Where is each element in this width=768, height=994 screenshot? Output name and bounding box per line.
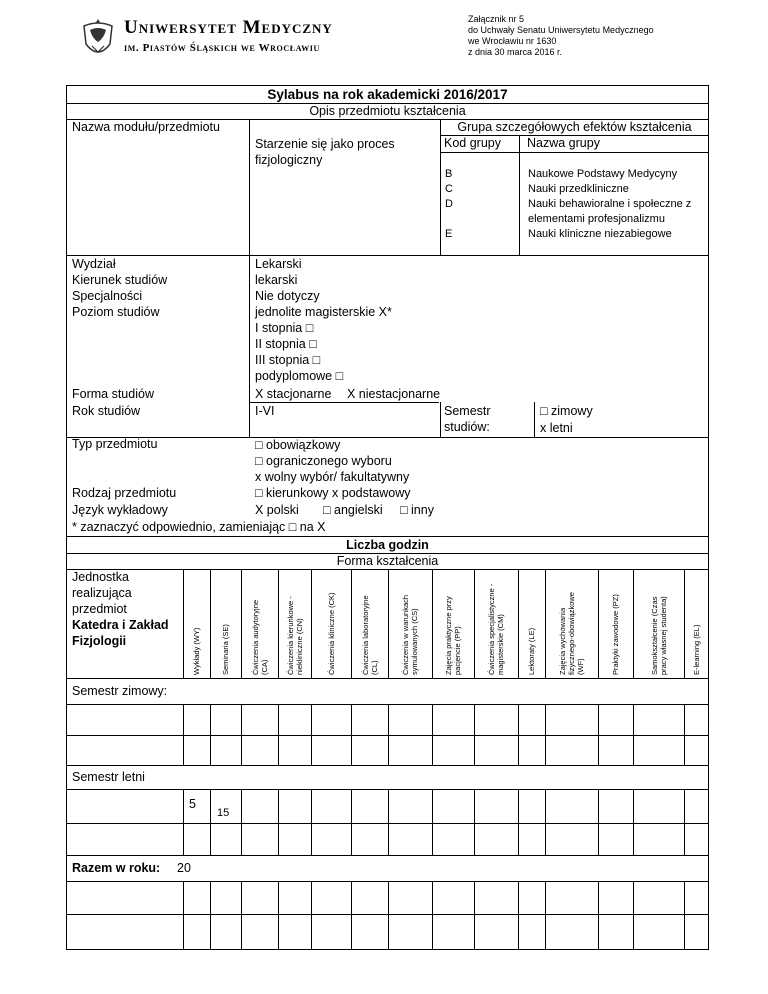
form-column-header: Ćwiczenia laboratoryjne [360, 595, 370, 675]
form-column-header: Lektoraty (LE) [527, 627, 536, 675]
grid-line [432, 881, 433, 949]
grid-line [684, 789, 685, 855]
name-header: Nazwa grupy [527, 136, 600, 150]
grid-line [351, 569, 352, 678]
form-column-header: Ćwiczenia audytoryjne [250, 599, 260, 675]
hours-title: Liczba godzin [346, 538, 429, 552]
group-name: Naukowe Podstawy Medycyny [528, 168, 678, 180]
rok-value: I-VI [255, 404, 275, 418]
typ-option: □ ograniczonego wyboru [255, 454, 392, 468]
poziom-option: III stopnia □ [255, 353, 321, 367]
grid-line [210, 789, 211, 855]
form-column-header: Ćwiczenia specjalistyczne - [487, 583, 496, 675]
module-value-cont: fizjologiczny [255, 153, 323, 167]
jezyk-label: Język wykładowy [72, 503, 168, 517]
form-column-header: pacjencie (PP) [453, 626, 462, 675]
jezyk-value-inny: □ inny [400, 503, 434, 517]
form-column-header: Ćwiczenia kliniczne (CK) [326, 592, 336, 675]
typ-option: □ obowiązkowy [255, 438, 341, 452]
group-name: Nauki kliniczne niezabiegowe [528, 228, 672, 240]
form-column-header: (CA) [259, 659, 269, 675]
section-subtitle: Opis przedmiotu kształcenia [309, 104, 466, 118]
jezyk-value-polski: X polski [255, 503, 299, 517]
grid-line [210, 881, 211, 949]
hours-subtitle: Forma kształcenia [336, 554, 439, 568]
grid-line [278, 789, 279, 855]
rodzaj-label: Rodzaj przedmiotu [72, 486, 177, 500]
form-column-header: (CL) [369, 660, 379, 675]
summer-wy-hours: 5 [189, 797, 196, 811]
annex-line: do Uchwały Senatu Uniwersytetu Medycznego [468, 25, 654, 35]
form-column-header: Wykłady (WY) [192, 627, 201, 675]
grid-line [684, 569, 685, 678]
grid-line [545, 789, 546, 855]
summer-semester-label: Semestr letni [72, 770, 145, 784]
typ-option: x wolny wybór/ fakultatywny [255, 470, 410, 484]
eagle-crest-icon [78, 16, 118, 60]
grid-line [388, 881, 389, 949]
grid-line [432, 569, 433, 678]
grid-line [518, 569, 519, 678]
winter-semester-label: Semestr zimowy: [72, 684, 168, 698]
form-column-header: Ćwiczenia kierunkowe - [285, 596, 295, 675]
annex-line: we Wrocławiu nr 1630 [468, 36, 557, 46]
grid-line [388, 569, 389, 678]
page-title: Sylabus na rok akademicki 2016/2017 [267, 87, 508, 102]
grid-line [432, 789, 433, 855]
grid-line [241, 789, 242, 855]
grid-line [518, 789, 519, 855]
grid-line [311, 569, 312, 678]
university-subname: im. Piastów Śląskich we Wrocławiu [124, 42, 320, 54]
semestr-label-cont: studiów: [444, 420, 490, 434]
code-header: Kod grupy [444, 136, 501, 150]
total-value: 20 [177, 861, 191, 875]
summer-se-hours: 15 [217, 807, 230, 819]
form-column-header: niekliniczne (CN) [294, 618, 304, 675]
grid-line [545, 881, 546, 949]
poziom-option: podyplomowe □ [255, 369, 344, 383]
grid-line [633, 569, 634, 678]
group-name: Nauki przedkliniczne [528, 183, 629, 195]
form-column-header: Zajęcia wychowania [558, 607, 567, 675]
annex-note [468, 14, 654, 58]
semestr-label: Semestr [444, 404, 491, 418]
grid-line [474, 569, 475, 678]
specjalnosci-label: Specjalności [72, 289, 143, 303]
group-code: E [445, 228, 453, 240]
grid-line [210, 569, 211, 678]
group-name: Nauki behawioralne i społeczne z [528, 198, 692, 210]
grid-line [311, 881, 312, 949]
grid-line [241, 569, 242, 678]
form-column-header: symulowanych (CS) [410, 608, 419, 675]
group-header: Grupa szczegółowych efektów kształcenia [457, 120, 692, 134]
poziom-option: jednolite magisterskie X* [255, 305, 392, 319]
total-label: Razem w roku: [72, 861, 161, 875]
university-name: Uniwersytet Medyczny [124, 17, 333, 38]
grid-line [311, 789, 312, 855]
forma-value-stacjonarne: X stacjonarne [255, 387, 332, 401]
university-logo [78, 16, 118, 60]
group-name: elementami profesjonalizmu [528, 213, 665, 225]
grid-line [545, 569, 546, 678]
form-column-header: (WF) [576, 658, 585, 675]
group-code: C [445, 183, 453, 195]
unit-label: realizująca [72, 586, 132, 600]
grid-line [598, 789, 599, 855]
grid-line [183, 881, 184, 949]
module-value: Starzenie się jako proces [255, 137, 395, 151]
group-code: B [445, 168, 453, 180]
grid-line [241, 881, 242, 949]
grid-line [351, 789, 352, 855]
poziom-option: II stopnia □ [255, 337, 317, 351]
rok-label: Rok studiów [72, 404, 141, 418]
unit-label: przedmiot [72, 602, 127, 616]
group-code: D [445, 198, 453, 210]
wydzial-label: Wydział [72, 257, 116, 271]
form-column-header: Praktyki zawodowe (PZ) [611, 594, 620, 675]
form-column-header: Ćwiczenia w warunkach [401, 594, 410, 675]
grid-line [598, 881, 599, 949]
kierunek-value: lekarski [255, 273, 298, 287]
typ-label: Typ przedmiotu [72, 437, 158, 451]
grid-line [518, 881, 519, 949]
semestr-option-letni: x letni [540, 421, 573, 435]
grid-line [183, 569, 184, 678]
module-label: Nazwa modułu/przedmiotu [72, 120, 220, 134]
selection-note: * zaznaczyć odpowiednio, zamieniając □ na X [72, 520, 326, 534]
grid-line [183, 789, 184, 855]
poziom-option: I stopnia □ [255, 321, 314, 335]
form-column-header: Samokształcenie (Czas [649, 596, 659, 675]
wydzial-value: Lekarski [255, 257, 302, 271]
form-column-header: magisterskie (CM) [496, 614, 505, 675]
kierunek-label: Kierunek studiów [72, 273, 168, 287]
grid-line [633, 881, 634, 949]
grid-line [684, 881, 685, 949]
unit-value: Fizjologii [72, 634, 127, 648]
grid-line [633, 789, 634, 855]
grid-line [351, 881, 352, 949]
unit-label: Jednostka [72, 570, 129, 584]
grid-line [278, 569, 279, 678]
unit-value: Katedra i Zakład [72, 618, 169, 632]
rodzaj-value: □ kierunkowy x podstawowy [255, 486, 411, 500]
forma-label: Forma studiów [72, 387, 154, 401]
forma-value-niestacjonarne: X niestacjonarne [347, 387, 441, 401]
jezyk-value-angielski: □ angielski [323, 503, 383, 517]
form-column-header: pracy własnej studenta) [658, 596, 668, 675]
form-column-header: Zajęcia praktyczne przy [444, 596, 453, 675]
form-column-header: fizycznego-obowiązkowe [567, 592, 576, 675]
grid-line [278, 881, 279, 949]
annex-line: Załącznik nr 5 [468, 14, 525, 24]
grid-line [388, 789, 389, 855]
poziom-label: Poziom studiów [72, 305, 160, 319]
specjalnosci-value: Nie dotyczy [255, 289, 320, 303]
annex-line: z dnia 30 marca 2016 r. [468, 47, 563, 57]
grid-line [474, 789, 475, 855]
semestr-option-zimowy: □ zimowy [540, 404, 593, 418]
grid-line [474, 881, 475, 949]
form-column-header: E-learning (EL) [692, 624, 701, 675]
form-column-header: Seminaria (SE) [221, 624, 230, 675]
grid-line [598, 569, 599, 678]
